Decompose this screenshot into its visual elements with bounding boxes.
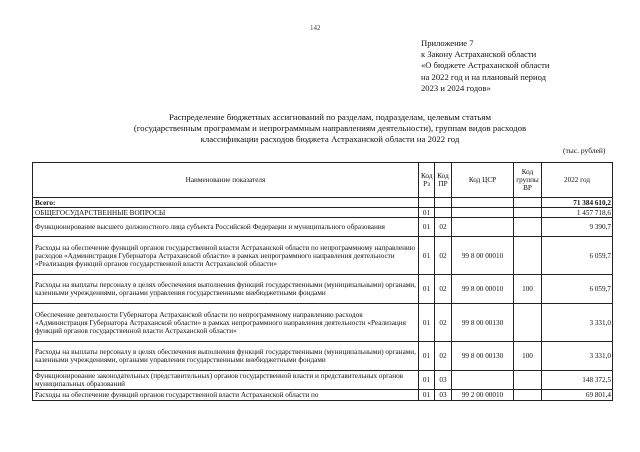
appendix-block xyxy=(421,38,549,94)
cell-amount: 6 059,7 xyxy=(542,275,613,304)
table-row xyxy=(33,304,613,342)
heading-line: Распределение бюджетных ассигнований по разделам, подразделам, целевым статьям xyxy=(168,112,492,122)
cell-pr xyxy=(435,198,452,208)
cell-pr: 02 xyxy=(435,237,452,275)
cell-rz xyxy=(419,198,435,208)
cell-csr: 99 8 00 00010 xyxy=(452,237,514,275)
header-pr: Код ПР xyxy=(435,163,452,198)
appendix-line: на 2022 год и на плановый период xyxy=(421,71,546,82)
cell-vr xyxy=(514,208,542,218)
cell-pr: 03 xyxy=(435,390,452,400)
appendix-line: 2023 и 2024 годов» xyxy=(421,82,491,93)
cell-rz: 01 xyxy=(419,371,435,390)
cell-vr xyxy=(514,304,542,342)
cell-pr: 02 xyxy=(435,218,452,237)
cell-csr xyxy=(452,208,514,218)
header-amount: 2022 год xyxy=(542,163,613,198)
table-row xyxy=(33,198,613,208)
budget-table xyxy=(32,162,613,401)
cell-name: Функционирование высшего должностного лица субъекта Российской Федерации и муниципального образования xyxy=(33,218,419,237)
cell-csr: 99 8 00 00010 xyxy=(452,275,514,304)
cell-rz: 01 xyxy=(419,208,435,218)
cell-csr: 99 2 00 00010 xyxy=(452,390,514,400)
cell-vr xyxy=(514,218,542,237)
appendix-line: Приложение 7 xyxy=(421,38,474,48)
cell-name: Обеспечение деятельности Губернатора Астраханской области по непрограммному направлению расходов «Администрация Губернатора Астраханской области» в рамках непрограммного направления деятельности «Реализация функций органов государственной власти Астраханской области» xyxy=(33,304,419,342)
cell-vr xyxy=(514,371,542,390)
unit-note: (тыс. рублей) xyxy=(563,146,606,155)
cell-amount: 69 801,4 xyxy=(542,390,613,400)
cell-vr xyxy=(514,237,542,275)
cell-rz: 01 xyxy=(419,390,435,400)
cell-vr xyxy=(514,198,542,208)
cell-pr xyxy=(435,208,452,218)
cell-vr: 100 xyxy=(514,275,542,304)
appendix-line: к Закону Астраханской области xyxy=(421,49,537,60)
cell-rz: 01 xyxy=(419,304,435,342)
cell-amount: 1 457 718,6 xyxy=(542,208,613,218)
header-csr: Код ЦСР xyxy=(452,163,514,198)
cell-pr: 02 xyxy=(435,342,452,371)
cell-csr xyxy=(452,371,514,390)
cell-rz: 01 xyxy=(419,237,435,275)
cell-name: Расходы на выплаты персоналу в целях обеспечения выполнения функций государственными (муниципальными) органами, казенными учреждениями, органами управления государственными внебюджетными фондами xyxy=(33,275,419,304)
cell-pr: 02 xyxy=(435,304,452,342)
cell-name: ОБЩЕГОСУДАРСТВЕННЫЕ ВОПРОСЫ xyxy=(33,208,419,218)
table-row xyxy=(33,371,613,390)
heading-line: классификации расходов бюджета Астраханской области на 2022 год xyxy=(200,134,460,145)
header-name: Наименование показателя xyxy=(33,163,419,198)
table-row xyxy=(33,237,613,275)
table-body xyxy=(33,198,613,401)
table-row xyxy=(33,275,613,304)
heading-line: (государственным программам и непрограммным направлениям деятельности), группам видов расходов xyxy=(133,123,527,134)
cell-amount: 3 331,0 xyxy=(542,304,613,342)
cell-amount: 148 372,5 xyxy=(542,371,613,390)
table-header-row xyxy=(33,163,613,198)
page-number: 142 xyxy=(310,24,321,32)
cell-name: Расходы на выплаты персоналу в целях обеспечения выполнения функций государственными (муниципальными) органами, казенными учреждениями, органами управления государственными внебюджетными фондами xyxy=(33,342,419,371)
cell-csr: 99 8 00 00130 xyxy=(452,342,514,371)
cell-vr xyxy=(514,390,542,400)
cell-rz: 01 xyxy=(419,342,435,371)
cell-amount: 3 331,0 xyxy=(542,342,613,371)
cell-amount: 71 384 610,2 xyxy=(542,198,613,208)
cell-csr xyxy=(452,198,514,208)
cell-amount: 9 390,7 xyxy=(542,218,613,237)
cell-name: Функционирование законодательных (представительных) органов государственной власти и представительных органов муниципальных образований xyxy=(33,371,419,390)
header-rz: Код Рз xyxy=(419,163,435,198)
table-row xyxy=(33,218,613,237)
appendix-line: «О бюджете Астраханской области xyxy=(421,60,550,71)
cell-name: Расходы на обеспечение функций органов государственной власти Астраханской области по непрограммному направлению расходов «Администрация Губернатора Астраханской области» в рамках непрограммного направления деятельности «Реализация функций органов государственной власти Астраханской области» xyxy=(33,237,419,275)
cell-vr: 100 xyxy=(514,342,542,371)
header-vr: Код группы ВР xyxy=(514,163,542,198)
table-row xyxy=(33,342,613,371)
cell-name: Всего: xyxy=(33,198,419,208)
document-heading xyxy=(40,112,620,146)
table-row xyxy=(33,390,613,400)
cell-rz: 01 xyxy=(419,275,435,304)
cell-name: Расходы на обеспечение функций органов государственной власти Астраханской области по xyxy=(33,390,419,400)
cell-csr: 99 8 00 00130 xyxy=(452,304,514,342)
cell-rz: 01 xyxy=(419,218,435,237)
cell-pr: 02 xyxy=(435,275,452,304)
cell-amount: 6 059,7 xyxy=(542,237,613,275)
cell-pr: 03 xyxy=(435,371,452,390)
table-row xyxy=(33,208,613,218)
cell-csr xyxy=(452,218,514,237)
